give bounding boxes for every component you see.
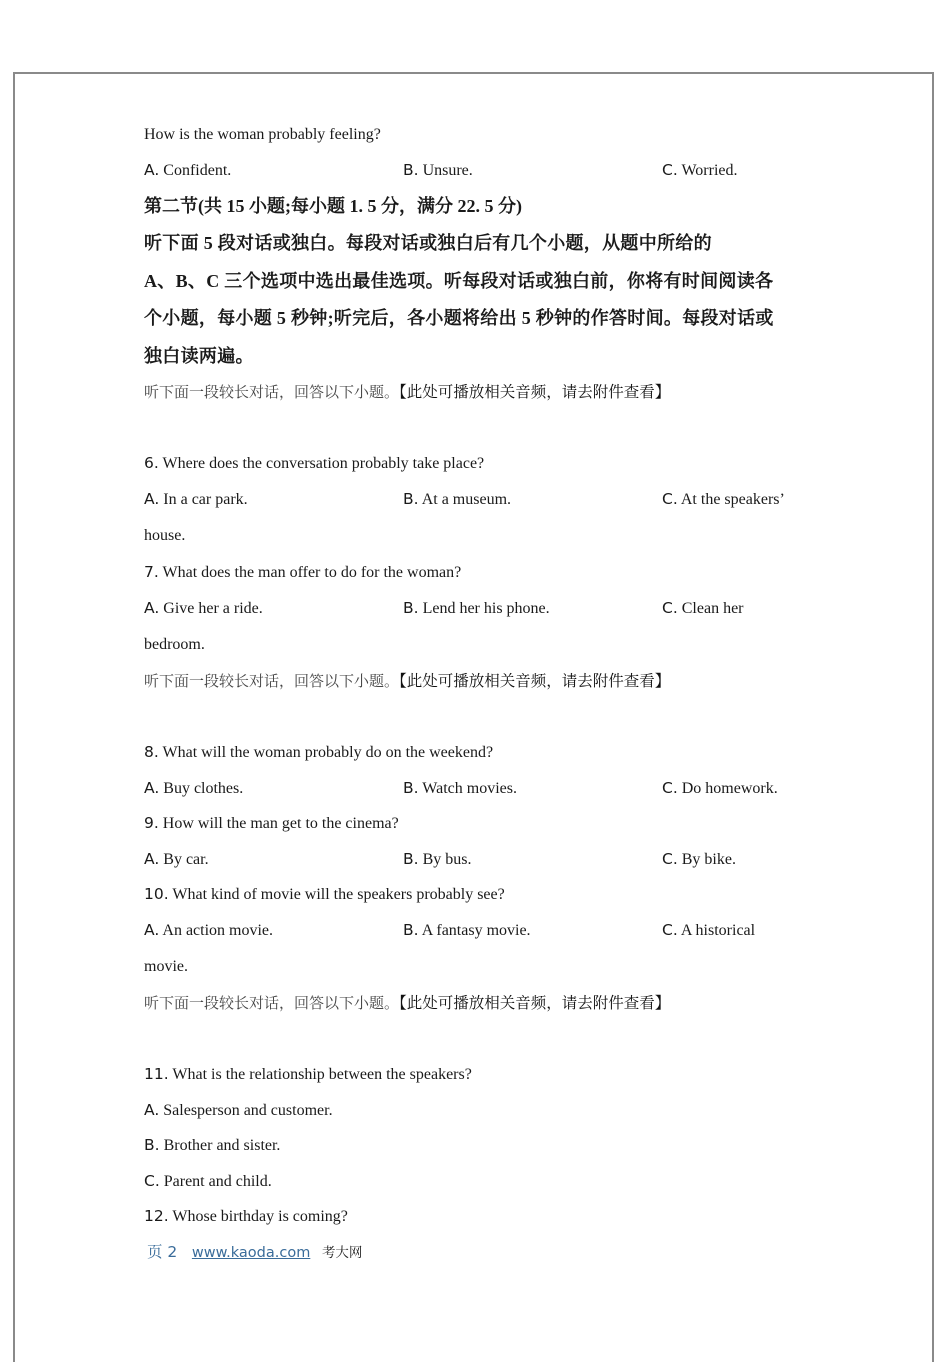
options-row [144, 591, 824, 627]
footer-site-name: 考大网 [321, 1245, 363, 1261]
option-a: A. By car. [144, 849, 209, 868]
option-wrap-text: movie. [144, 958, 188, 975]
listening-note: 听下面一段较长对话，回答以下小题。【此处可播放相关音频，请去附件查看】 [144, 383, 671, 401]
question-stem: 12. Whose birthday is coming? [144, 1207, 348, 1225]
option-b: B. At a museum. [403, 489, 512, 508]
option-c: C. Parent and child. [144, 1171, 272, 1190]
option-b: B. A fantasy movie. [403, 920, 531, 939]
audio-placeholder[interactable]: 【此处可播放相关音频，请去附件查看】 [399, 383, 671, 401]
section-instructions-line: 个小题，每小题 5 秒钟;听完后，各小题将给出 5 秒钟的作答时间。每段对话或 [144, 308, 774, 328]
question-stem: 6. Where does the conversation probably take place? [144, 454, 485, 472]
listening-note: 听下面一段较长对话，回答以下小题。【此处可播放相关音频，请去附件查看】 [144, 994, 671, 1012]
options-row [144, 482, 824, 518]
option-a: A. Salesperson and customer. [144, 1100, 333, 1119]
footer-link[interactable]: www.kaoda.com [191, 1245, 311, 1261]
option-b: B. Watch movies. [403, 778, 517, 797]
page-number: 页 2 [147, 1243, 178, 1261]
audio-placeholder[interactable]: 【此处可播放相关音频，请去附件查看】 [399, 672, 671, 690]
listening-note: 听下面一段较长对话，回答以下小题。【此处可播放相关音频，请去附件查看】 [144, 672, 671, 690]
option-a: A. Give her a ride. [144, 598, 263, 617]
option-c: C. At the speakers’ [662, 489, 785, 508]
options-row [144, 842, 824, 878]
question-stem: 11. What is the relationship between the speakers? [144, 1065, 472, 1083]
question-stem: 9. How will the man get to the cinema? [144, 814, 399, 832]
audio-placeholder[interactable]: 【此处可播放相关音频，请去附件查看】 [399, 994, 671, 1012]
options-row [144, 771, 824, 807]
option-b: B. Lend her his phone. [403, 598, 550, 617]
option-wrap-text: house. [144, 527, 186, 544]
option-a: A. Buy clothes. [144, 778, 244, 797]
options-row [144, 913, 824, 949]
page-footer [147, 1240, 362, 1262]
option-c: C. Worried. [662, 160, 738, 179]
section-instructions-line: 独白读两遍。 [144, 345, 254, 366]
option-wrap-text: bedroom. [144, 636, 205, 653]
option-c: C. A historical [662, 920, 756, 939]
option-c: C. Do homework. [662, 778, 778, 797]
section-instructions-line: A、B、C 三个选项中选出最佳选项。听每段对话或独白前，你将有时间阅读各 [144, 270, 774, 291]
section-heading: 第二节(共 15 小题;每小题 1. 5 分，满分 22. 5 分) [144, 196, 522, 216]
option-b: B. Unsure. [403, 160, 473, 179]
question-stem: How is the woman probably feeling? [144, 126, 381, 143]
option-c: C. Clean her [662, 598, 744, 617]
option-b: B. By bus. [403, 849, 472, 868]
option-b: B. Brother and sister. [144, 1136, 281, 1154]
question-stem: 10. What kind of movie will the speakers probably see? [144, 885, 505, 903]
options-row [144, 153, 824, 189]
section-instructions-line: 听下面 5 段对话或独白。每段对话或独白后有几个小题，从题中所给的 [144, 233, 712, 253]
question-stem: 8. What will the woman probably do on the weekend? [144, 743, 494, 761]
option-a: A. Confident. [144, 160, 232, 179]
document-body [144, 118, 824, 1235]
option-a: A. In a car park. [144, 489, 248, 508]
option-a: A. An action movie. [144, 920, 274, 939]
option-c: C. By bike. [662, 849, 736, 868]
question-stem: 7. What does the man offer to do for the woman? [144, 563, 462, 581]
